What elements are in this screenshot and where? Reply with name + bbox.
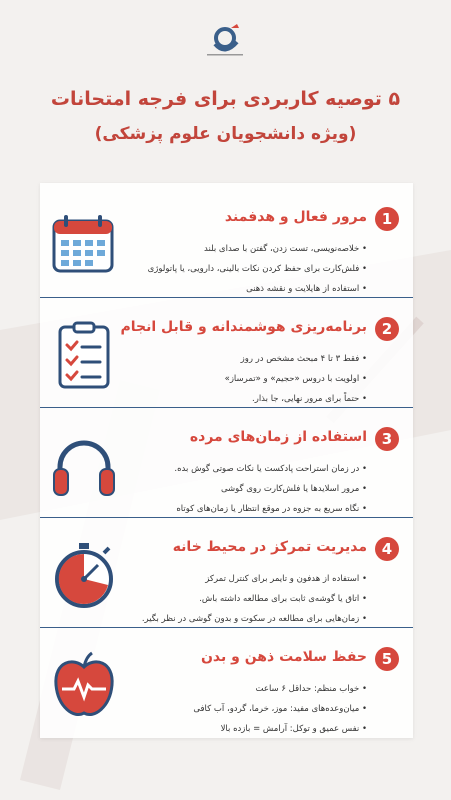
bullet-item: • نگاه سریع به جزوه در موقع انتظار یا زمان‌های کوتاه [117,499,367,519]
tip-card-2 [40,299,413,408]
bullet-item: • در زمان استراحت پادکست یا نکات صوتی گوش بده. [117,459,367,479]
tip-card-1 [40,189,413,298]
calendar-icon [46,211,122,281]
tip-title: برنامه‌ریزی هوشمندانه و قابل انجام [120,319,367,335]
bullet-item: • میان‌وعده‌های مفید: موز، خرما، گردو، آب کافی [117,699,367,719]
tip-bullets [117,349,367,409]
tip-number: 1 [375,207,399,231]
bullet-item: • استفاده از هایلایت و نقشه ذهنی [117,279,367,299]
checklist-clipboard-icon [46,321,122,391]
tip-number: 4 [375,537,399,561]
tip-title: حفظ سلامت ذهن و بدن [200,649,367,665]
page-title: ۵ توصیه کاربردی برای فرجه امتحانات [50,88,401,110]
tip-number: 3 [375,427,399,451]
tip-card-5 [40,629,413,737]
bullet-item: • حتماً برای مرور نهایی، جا بذار. [117,389,367,409]
tip-bullets [107,569,367,629]
headphones-icon [46,431,122,501]
bullet-item: • اتاق یا گوشه‌ی ثابت برای مطالعه داشته باش. [107,589,367,609]
bullet-item: • خلاصه‌نویسی، تست زدن، گفتن با صدای بلند [117,239,367,259]
tips-panel [40,183,413,738]
tip-title: استفاده از زمان‌های مرده [189,429,367,445]
stopwatch-icon [46,541,122,611]
page-subtitle: (ویژه دانشجویان علوم پزشکی) [94,124,357,144]
tip-bullets [117,679,367,739]
tip-card-4 [40,519,413,628]
bullet-item: • فلش‌کارت برای حفظ کردن نکات بالینی، دارویی، یا پاتولوژی [117,259,367,279]
bullet-item: • فقط ۳ تا ۴ مبحث مشخص در روز [117,349,367,369]
tip-card-3 [40,409,413,518]
tip-number: 2 [375,317,399,341]
tip-bullets [117,459,367,519]
bullet-item: • اولویت با دروس «حجیم» و «تمرساز» [117,369,367,389]
tip-title: مرور فعال و هدفمند [224,209,367,225]
bullet-item: • نفس عمیق و توکل: آرامش = بازده بالا [117,719,367,739]
bullet-item: • استفاده از هدفون و تایمر برای کنترل تمرکز [107,569,367,589]
apple-heartbeat-icon [46,651,122,721]
bullet-item: • مرور اسلایدها یا فلش‌کارت روی گوشی [117,479,367,499]
tip-bullets [117,239,367,299]
tip-number: 5 [375,647,399,671]
bullet-item: • خواب منظم: حداقل ۶ ساعت [117,679,367,699]
bullet-item: • زمان‌هایی برای مطالعه در سکوت و بدون گوشی در نظر بگیر. [107,609,367,629]
tip-title: مدیریت تمرکز در محیط خانه [172,539,367,555]
brand-logo [195,22,255,58]
